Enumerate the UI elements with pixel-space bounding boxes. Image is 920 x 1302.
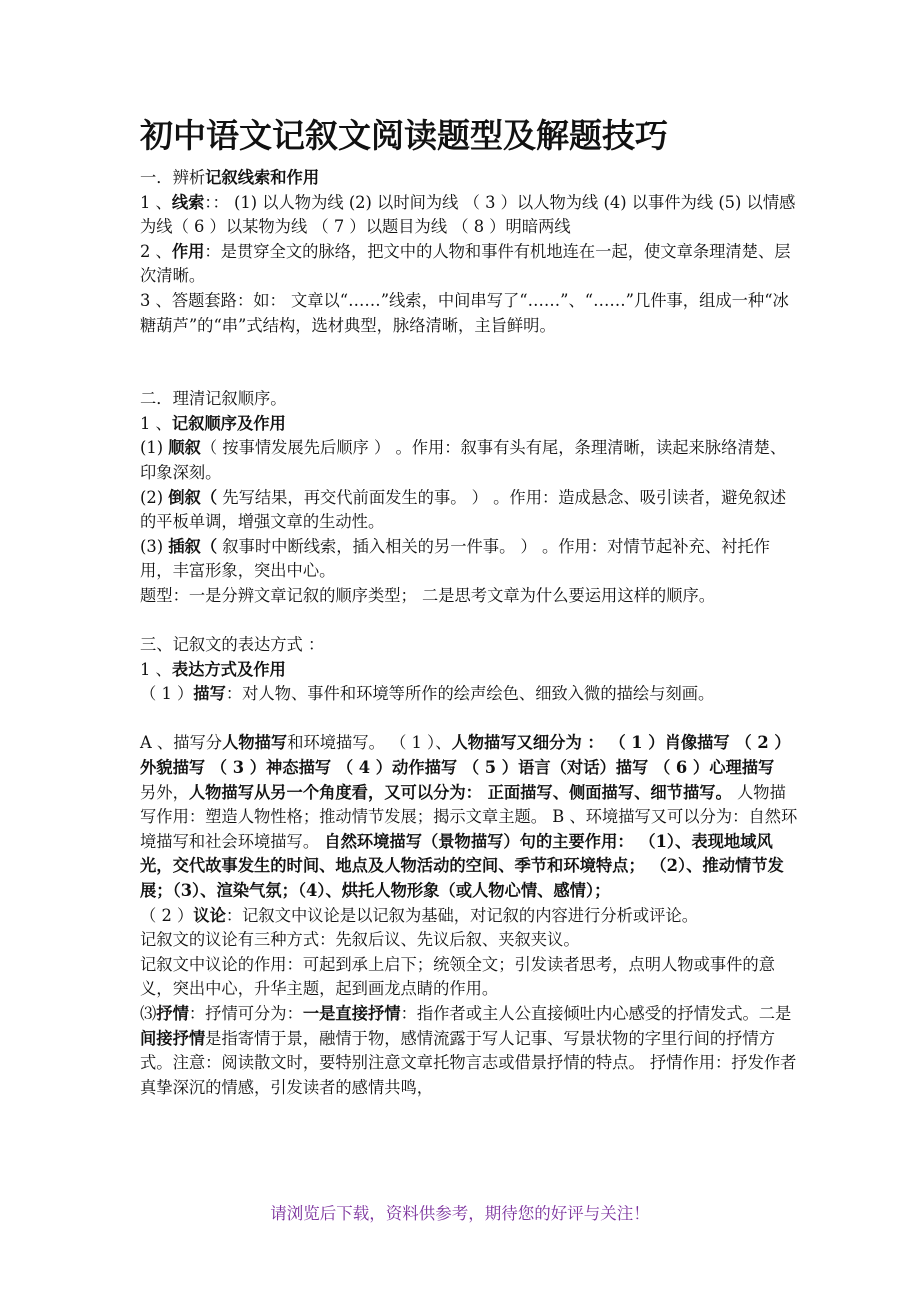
item-num: (1) [140, 438, 169, 458]
item-num: （ 1 ） [140, 684, 194, 704]
item-text: 叙事时中断线索，插入相关的另一件事。 ） 。作用：对情节起补充、衬托作用，丰富形象，突出中心。 [140, 536, 770, 581]
clue-label: 线索 [171, 192, 205, 212]
interpolation-paragraph [140, 535, 800, 584]
item-label: 插叙（ [168, 536, 218, 556]
item-num: (3) [140, 536, 169, 556]
spacer [140, 609, 800, 634]
spacer [140, 707, 800, 732]
text-run: 另外， [140, 782, 189, 802]
sub-num: 1 、 [140, 413, 172, 433]
item-text: （ 按事情发展先后顺序 ） 。作用：叙事有头有尾，条理清晰，读起来脉络清楚、印象深刻。 [140, 438, 787, 482]
text-run: ：指作者或主人公直接倾吐内心感受的抒情发式。二是 [400, 1004, 792, 1023]
sub-num: 1 、 [140, 659, 172, 679]
section-2-subheading [140, 412, 800, 437]
text-run: 人物描写作用：塑造人物性格；推动情节发展；揭示文章主题。 B 、环境描写又可以分为：自然环境描写和社会环境描写。 [140, 782, 798, 851]
sub-label: 记叙顺序及作用 [171, 413, 286, 433]
clue-types-paragraph [140, 191, 800, 240]
text-run-bold: 人物描写从另一个角度看，又可以分为： 正面描写、侧面描写、细节描写。 [188, 782, 732, 802]
argument-methods-paragraph: 记叙文的议论有三种方式：先叙后议、先议后叙、夹叙夹议。 [140, 930, 580, 950]
section-2-heading: 二．理清记叙顺序。 [140, 389, 287, 409]
item-num: (2) [140, 487, 169, 507]
lyric-paragraph [140, 1002, 800, 1100]
flashback-paragraph [140, 486, 800, 535]
text-run-bold: 人物描写又细分为 ： （ 1 ）肖像描写 （ 2 ）外貌描写 （ 3 ）神态描写 （ 4 ）动作描写 （ 5 ）语言（对话）描写 （ 6 ）心理描写 [140, 733, 791, 778]
text-run: 是指寄情于景，融情于物，感情流露于写人记事、写景状物的字里行间的抒情方式。注意：阅读散文时，要特别注意文章托物言志或借景抒情的特点。 抒情作用：抒发作者真挚深沉的情感，引发读者的感情共鸣， [140, 1028, 797, 1097]
document-page [140, 112, 800, 1100]
item-label: 描写 [193, 684, 226, 704]
section-1-heading-prefix: 一．辨析 [140, 168, 206, 187]
text-run: A 、描写分 [140, 733, 223, 753]
item-label: 顺叙 [168, 438, 201, 458]
clue-num: 1 、 [140, 192, 172, 212]
item-label: 议论 [193, 905, 226, 925]
section-1-heading [140, 166, 800, 191]
function-label: 作用 [171, 241, 205, 261]
function-num: 2 、 [140, 241, 172, 261]
section-3-subheading [140, 658, 800, 683]
page-footer: 请浏览后下载，资料供参考，期待您的好评与关注！ [270, 1204, 650, 1223]
argument-paragraph [140, 904, 800, 929]
clue-text: ：： (1) 以人物为线 (2) 以时间为线 （ 3 ）以人物为线 (4) 以事件为线 (5) 以情感为线（ 6 ）以某物为线 （ 7 ）以题目为线 （ 8 ）明暗两线 [140, 192, 796, 237]
item-text: ：记叙文中议论是以记叙为基础，对记叙的内容进行分析或评论。 [225, 905, 699, 925]
chronological-paragraph [140, 436, 800, 485]
answer-template-paragraph: 3 、答题套路：如： 文章以“……”线索，中间串写了“……”、“……”几件事，组成一种“冰糖葫芦”的“串”式结构，选材典型，脉络清晰，主旨鲜明。 [140, 290, 789, 335]
argument-function-paragraph: 记叙文中议论的作用：可起到承上启下；统领全文；引发读者思考，点明人物或事件的意义，突出中心，升华主题，起到画龙点睛的作用。 [140, 954, 775, 999]
environment-description-paragraph [140, 781, 800, 904]
item-text: ：对人物、事件和环境等所作的绘声绘色、细致入微的描绘与刻画。 [225, 684, 715, 704]
function-text: ：是贯穿全文的脉络，把文中的人物和事件有机地连在一起，使文章条理清楚、层次清晰。 [140, 241, 791, 286]
text-run: ：抒情可分为： [188, 1004, 303, 1023]
page-title: 初中语文记叙文阅读题型及解题技巧 [140, 116, 668, 155]
section-1-heading-bold: 记叙线索和作用 [205, 168, 320, 187]
character-description-paragraph [140, 731, 800, 780]
item-num: （ 2 ） [140, 905, 194, 925]
spacer [140, 338, 800, 387]
item-label: 抒情 [156, 1004, 189, 1023]
item-text: 先写结果，再交代前面发生的事。 ） 。作用：造成悬念、吸引读者，避免叙述的平板单调，增强文章的生动性。 [140, 487, 787, 532]
item-num: ⑶ [140, 1004, 157, 1023]
text-run-bold: 间接抒情 [140, 1028, 206, 1048]
text-run-bold: 自然环境描写（景物描写）句的主要作用： （1）、表现地域风光，交代故事发生的时间、地点及人物活动的空间、季节和环境特点； （2）、推动情节发展；（3）、渲染气氛；（4）、烘托人物形象（或人物心情、感情）； [140, 831, 784, 901]
description-paragraph [140, 682, 800, 707]
text-run: 和环境描写。 （ 1 ）、 [287, 733, 452, 753]
sub-label: 表达方式及作用 [171, 659, 286, 679]
question-type-paragraph: 题型：一是分辨文章记叙的顺序类型； 二是思考文章为什么要运用这样的顺序。 [140, 585, 716, 605]
text-run-bold: 一是直接抒情 [302, 1004, 401, 1023]
clue-function-paragraph [140, 240, 800, 289]
section-3-heading: 三、记叙文的表达方式 ： [140, 635, 325, 655]
item-label: 倒叙（ [168, 487, 218, 507]
text-run-bold: 人物描写 [222, 733, 288, 753]
